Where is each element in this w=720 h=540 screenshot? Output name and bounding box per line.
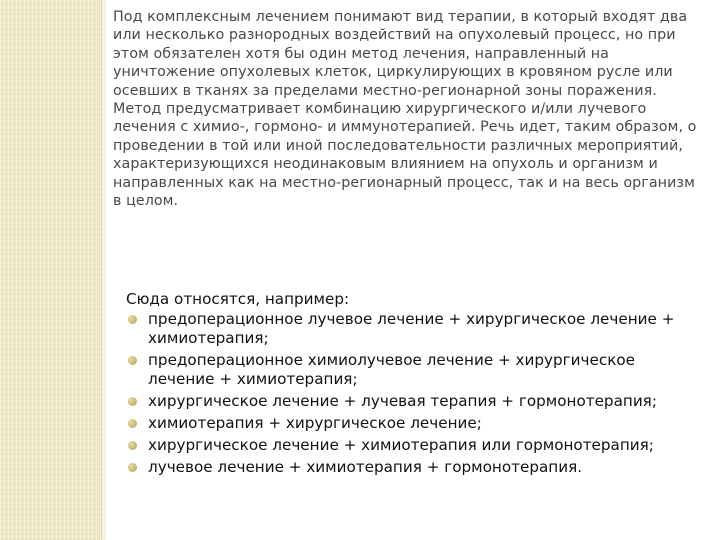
list-item-text: предоперационное химиолучевое лечение + хирургическое лечение + химиотерапия; <box>148 351 636 388</box>
list-item <box>126 392 706 411</box>
bullet-icon <box>128 397 137 406</box>
bullet-icon <box>128 463 137 472</box>
bullet-icon <box>128 419 137 428</box>
panel-divider <box>101 0 106 540</box>
list-item-text: химиотерапия + хирургическое лечение; <box>148 414 482 432</box>
decorative-side-panel <box>0 0 101 540</box>
list-item-text: предоперационное лучевое лечение + хирургическое лечение + химиотерапия; <box>148 310 675 347</box>
list-item-text: хирургическое лечение + химиотерапия или гормонотерапия; <box>148 436 654 454</box>
list-item <box>126 414 706 433</box>
intro-paragraph: Под комплексным лечением понимают вид терапии, в который входят два или несколько разнородных воздействий на опухолевый процесс, но при этом обязателен хотя бы один метод лечения, направленный на уничтожение опухолевых клеток, циркулирующих в кровяном русле или осевших в тканях за пределами местно-регионарной зоны поражения. Метод предусматривает комбинацию хирургического и/или лучевого лечения с химио-, гормоно- и иммунотерапией. Речь идет, таким образом, о проведении в той или иной последовательности различных мероприятий, характеризующихся неодинаковым влиянием на опухоль и организм и направленных как на местно-регионарный процесс, так и на весь организм в целом. <box>113 9 697 210</box>
examples-list-block <box>126 289 706 480</box>
list-item <box>126 351 706 389</box>
list-item <box>126 458 706 477</box>
list-intro: Сюда относятся, например: <box>126 290 350 308</box>
list-item <box>126 436 706 455</box>
list-item-text: хирургическое лечение + лучевая терапия + гормонотерапия; <box>148 392 657 410</box>
list-item <box>126 310 706 348</box>
bullet-icon <box>128 441 137 450</box>
bullet-icon <box>128 356 137 365</box>
bullet-icon <box>128 315 137 324</box>
list-item-text: лучевое лечение + химиотерапия + гормонотерапия. <box>148 458 583 476</box>
examples-list <box>126 310 706 477</box>
